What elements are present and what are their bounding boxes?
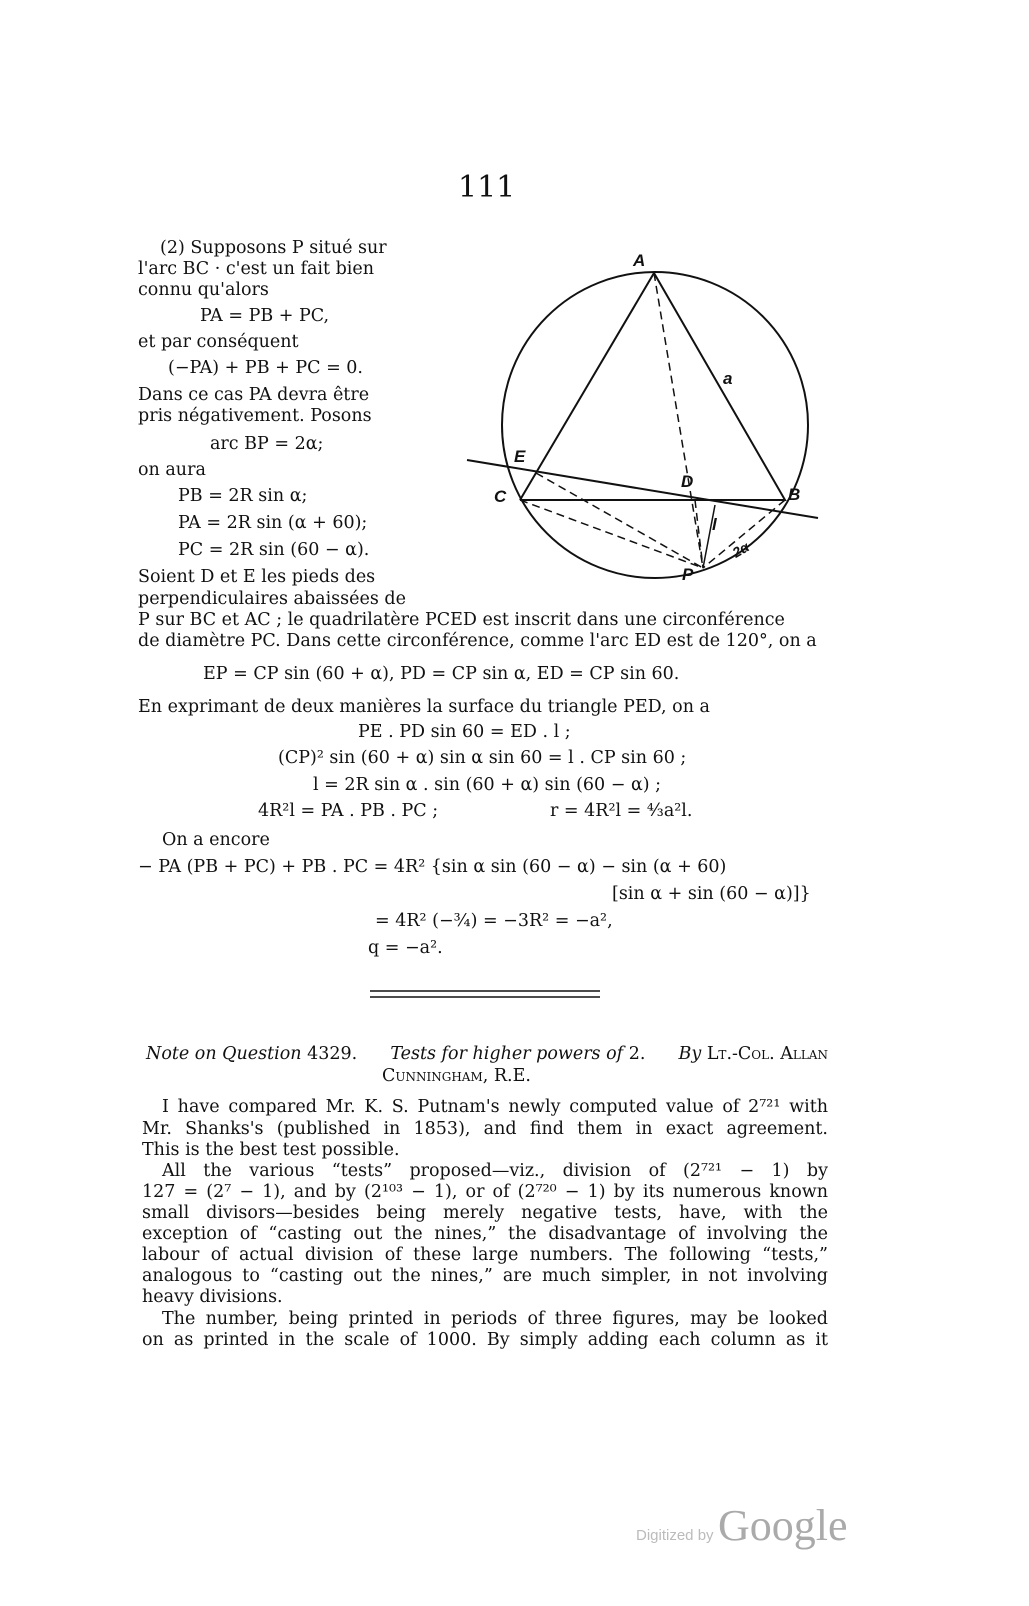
text-line: Dans ce cas PA devra être xyxy=(138,385,370,405)
circumcircle xyxy=(502,272,808,578)
label-a-vertex: A xyxy=(633,251,646,270)
formula: l = 2R sin α . sin (60 + α) sin (60 − α) ; xyxy=(313,775,662,795)
triangle-abc xyxy=(520,273,785,500)
label-l: l xyxy=(712,515,717,534)
simson-line xyxy=(467,460,818,518)
text-line: et par conséquent xyxy=(138,332,299,352)
text-line: All the various “tests” proposed—viz., division of (2⁷²¹ − 1) by xyxy=(162,1161,828,1181)
text-line: 127 = (2⁷ − 1), and by (2¹⁰³ − 1), or of (2⁷²⁰ − 1) by its numerous known xyxy=(142,1182,828,1202)
watermark xyxy=(636,1500,848,1551)
formula: 4R²l = PA . PB . PC ; xyxy=(258,801,439,821)
text-line: (2) Supposons P situé sur xyxy=(160,238,387,258)
text-line: labour of actual division of these large numbers. The following “tests,” xyxy=(142,1245,828,1265)
formula: arc BP = 2α; xyxy=(210,434,324,454)
text-line: This is the best test possible. xyxy=(142,1140,400,1160)
formula: PC = 2R sin (60 − α). xyxy=(178,540,370,560)
note-title: Tests for higher powers of xyxy=(390,1044,624,1064)
formula: PB = 2R sin α; xyxy=(178,486,308,506)
author-name: Lt.-Col. Allan xyxy=(706,1044,828,1064)
text-line: exception of “casting out the nines,” the disadvantage of involving the xyxy=(142,1224,828,1244)
formula: (CP)² sin (60 + α) sin α sin 60 = l . CP sin 60 ; xyxy=(278,748,687,768)
page-number: 111 xyxy=(458,170,516,205)
text-line: on aura xyxy=(138,460,206,480)
formula: q = −a². xyxy=(368,938,443,958)
watermark-prefix: Digitized by xyxy=(636,1527,714,1544)
formula: (−PA) + PB + PC = 0. xyxy=(168,358,363,378)
text-line: En exprimant de deux manières la surface du triangle PED, on a xyxy=(138,697,710,717)
formula: PA = 2R sin (α + 60); xyxy=(178,513,368,533)
label-p: P xyxy=(682,565,694,584)
text-line: de diamètre PC. Dans cette circonférence, comme l'arc ED est de 120°, on a xyxy=(138,631,817,651)
question-number: 4329. xyxy=(307,1044,358,1064)
label-c: C xyxy=(494,487,507,506)
text-line: perpendiculaires abaissées de xyxy=(138,589,406,609)
label-e: E xyxy=(514,447,526,466)
formula: PE . PD sin 60 = ED . l ; xyxy=(358,722,571,742)
formula: − PA (PB + PC) + PB . PC = 4R² {sin α sin (60 − α) − sin (α + 60) xyxy=(138,857,727,877)
label-side-a: a xyxy=(723,369,733,388)
by-label: By xyxy=(678,1044,702,1064)
text-line: I have compared Mr. K. S. Putnam's newly computed value of 2⁷²¹ with xyxy=(162,1097,828,1117)
text-line: small divisors—besides being merely negative tests, have, with the xyxy=(142,1203,828,1223)
formula: = 4R² (−¾) = −3R² = −a², xyxy=(375,911,613,931)
formula: r = 4R²l = ⁴⁄₃a²l. xyxy=(550,801,693,821)
text-line: The number, being printed in periods of three figures, may be looked xyxy=(162,1309,828,1329)
label-d: D xyxy=(681,472,694,491)
text-line: pris négativement. Posons xyxy=(138,406,372,426)
label-arc: 2α xyxy=(729,538,752,561)
formula: [sin α + sin (60 − α)]} xyxy=(612,884,811,904)
google-logo: Google xyxy=(718,1501,848,1550)
label-b: B xyxy=(788,485,801,504)
text-line: heavy divisions. xyxy=(142,1287,283,1307)
formula: EP = CP sin (60 + α), PD = CP sin α, ED = CP sin 60. xyxy=(203,664,680,684)
text-line: connu qu'alors xyxy=(138,280,269,300)
text-line: on as printed in the scale of 1000. By simply adding each column as it xyxy=(142,1330,828,1350)
text-line: Soient D et E les pieds des xyxy=(138,567,376,587)
text-line: P sur BC et AC ; le quadrilatère PCED est inscrit dans une circonférence xyxy=(138,610,785,630)
text-line: l'arc BC · c'est un fait bien xyxy=(138,259,375,279)
note-title-power: 2. xyxy=(628,1044,646,1064)
text-line: On a encore xyxy=(162,830,270,850)
formula: PA = PB + PC, xyxy=(200,306,330,326)
text-line: Mr. Shanks's (published in 1853), and find them in exact agreement. xyxy=(142,1119,828,1139)
text-line: analogous to “casting out the nines,” are much simpler, in not involving xyxy=(142,1266,828,1286)
author-name-cont: Cunningham, R.E. xyxy=(382,1066,531,1086)
note-label: Note on Question xyxy=(146,1044,302,1064)
